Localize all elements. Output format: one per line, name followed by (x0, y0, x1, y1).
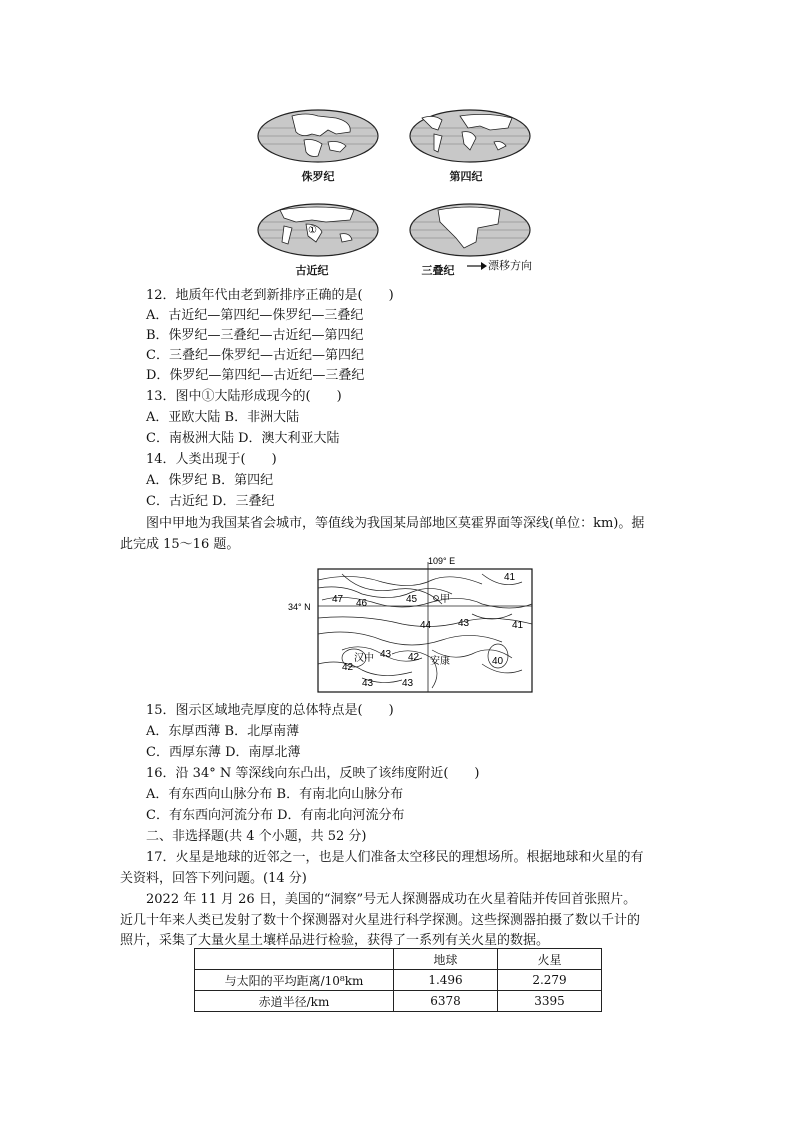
q12-option: A．古近纪—第四纪—侏罗纪—三叠纪 (146, 308, 364, 323)
map-paleogene (256, 202, 380, 258)
moho-contour-map (282, 554, 534, 696)
place-hanzhong: 汉中 (354, 653, 374, 664)
q16-stem: 16．沿 34° N 等深线向东凸出，反映了该纬度附近( ) (146, 766, 480, 781)
q12-option: B．侏罗纪—三叠纪—古近纪—第四纪 (146, 328, 364, 343)
planet-data-table (194, 948, 602, 1012)
q12-option: C．三叠纪—侏罗纪—古近纪—第四纪 (146, 348, 364, 363)
q15-option: C．西厚东薄 D．南厚北薄 (146, 745, 301, 760)
q17-paragraph: 17．火星是地球的近邻之一，也是人们准备太空移民的理想场所。根据地球和火星的有 (146, 850, 644, 865)
latitude-label: 34° N (288, 602, 311, 612)
table-cell: 与太阳的平均距离/10⁸km (195, 970, 394, 991)
table-header-cell: 火星 (498, 949, 602, 970)
contour-label: 43 (402, 678, 414, 689)
contour-label: 40 (492, 656, 504, 667)
q17-paragraph: 关资料，回答下列问题。(14 分) (120, 871, 307, 886)
q13-option: A．亚欧大陆 B．非洲大陆 (146, 410, 300, 425)
table-cell: 3395 (498, 991, 602, 1012)
contour-label: 43 (362, 678, 374, 689)
section-heading: 二、非选择题(共 4 个小题，共 52 分) (146, 829, 367, 844)
contour-label: 43 (458, 618, 470, 629)
q15-stem: 15．图示区域地壳厚度的总体特点是( ) (146, 703, 394, 718)
contour-label: 42 (408, 652, 420, 663)
contour-label: 43 (380, 649, 392, 660)
q16-option: C．有东西向河流分布 D．有南北向河流分布 (146, 808, 405, 823)
place-ankang: 安康 (430, 656, 450, 667)
table-cell: 1.496 (394, 970, 498, 991)
q14-option: A．侏罗纪 B．第四纪 (146, 473, 274, 488)
contour-label: 42 (342, 662, 354, 673)
q12-stem: 12．地质年代由老到新排序正确的是( ) (146, 288, 394, 303)
table-header-cell (195, 949, 394, 970)
continent-marker: ① (308, 225, 317, 236)
drift-legend: 漂移方向 (488, 259, 532, 272)
q13-option: C．南极洲大陆 D．澳大利亚大陆 (146, 431, 340, 446)
caption-quaternary: 第四纪 (449, 170, 483, 183)
contour-label: 46 (356, 598, 368, 609)
q14-stem: 14．人类出现于( ) (146, 452, 277, 467)
caption-triassic: 三叠纪 (421, 264, 455, 277)
place-jia: 甲 (440, 594, 450, 605)
q17-paragraph: 照片，采集了大量火星土壤样品进行检验，获得了一系列有关火星的数据。 (120, 933, 550, 948)
table-cell: 6378 (394, 991, 498, 1012)
contour-label: 41 (504, 572, 516, 583)
contour-label: 47 (332, 594, 344, 605)
arrow-icon (466, 260, 488, 272)
table-header-cell: 地球 (394, 949, 498, 970)
intro-paragraph: 此完成 15～16 题。 (120, 537, 240, 552)
map-quaternary (408, 108, 532, 164)
table-row (195, 970, 602, 991)
q14-option: C．古近纪 D．三叠纪 (146, 494, 275, 509)
caption-jurassic: 侏罗纪 (301, 170, 335, 183)
contour-label: 41 (512, 620, 524, 631)
table-cell: 赤道半径/km (195, 991, 394, 1012)
caption-paleogene: 古近纪 (295, 264, 329, 277)
q13-stem: 13．图中①大陆形成现今的( ) (146, 389, 342, 404)
q17-paragraph: 2022 年 11 月 26 日，美国的“洞察”号无人探测器成功在火星着陆并传回首张照片。 (146, 892, 637, 907)
map-triassic (408, 202, 532, 258)
contour-label: 44 (420, 620, 432, 631)
table-row (195, 991, 602, 1012)
q15-option: A．东厚西薄 B．北厚南薄 (146, 724, 300, 739)
q12-option: D．侏罗纪—第四纪—古近纪—三叠纪 (146, 368, 365, 383)
q17-paragraph: 近几十年来人类已发射了数十个探测器对火星进行科学探测。这些探测器拍摄了数以千计的 (120, 913, 641, 928)
q16-option: A．有东西向山脉分布 B．有南北向山脉分布 (146, 787, 404, 802)
table-header-row (195, 949, 602, 970)
longitude-label: 109° E (428, 556, 456, 566)
intro-paragraph: 图中甲地为我国某省会城市，等值线为我国某局部地区莫霍界面等深线(单位：km)。据 (146, 516, 645, 531)
map-jurassic (256, 108, 380, 164)
table-cell: 2.279 (498, 970, 602, 991)
contour-label: 45 (406, 594, 418, 605)
